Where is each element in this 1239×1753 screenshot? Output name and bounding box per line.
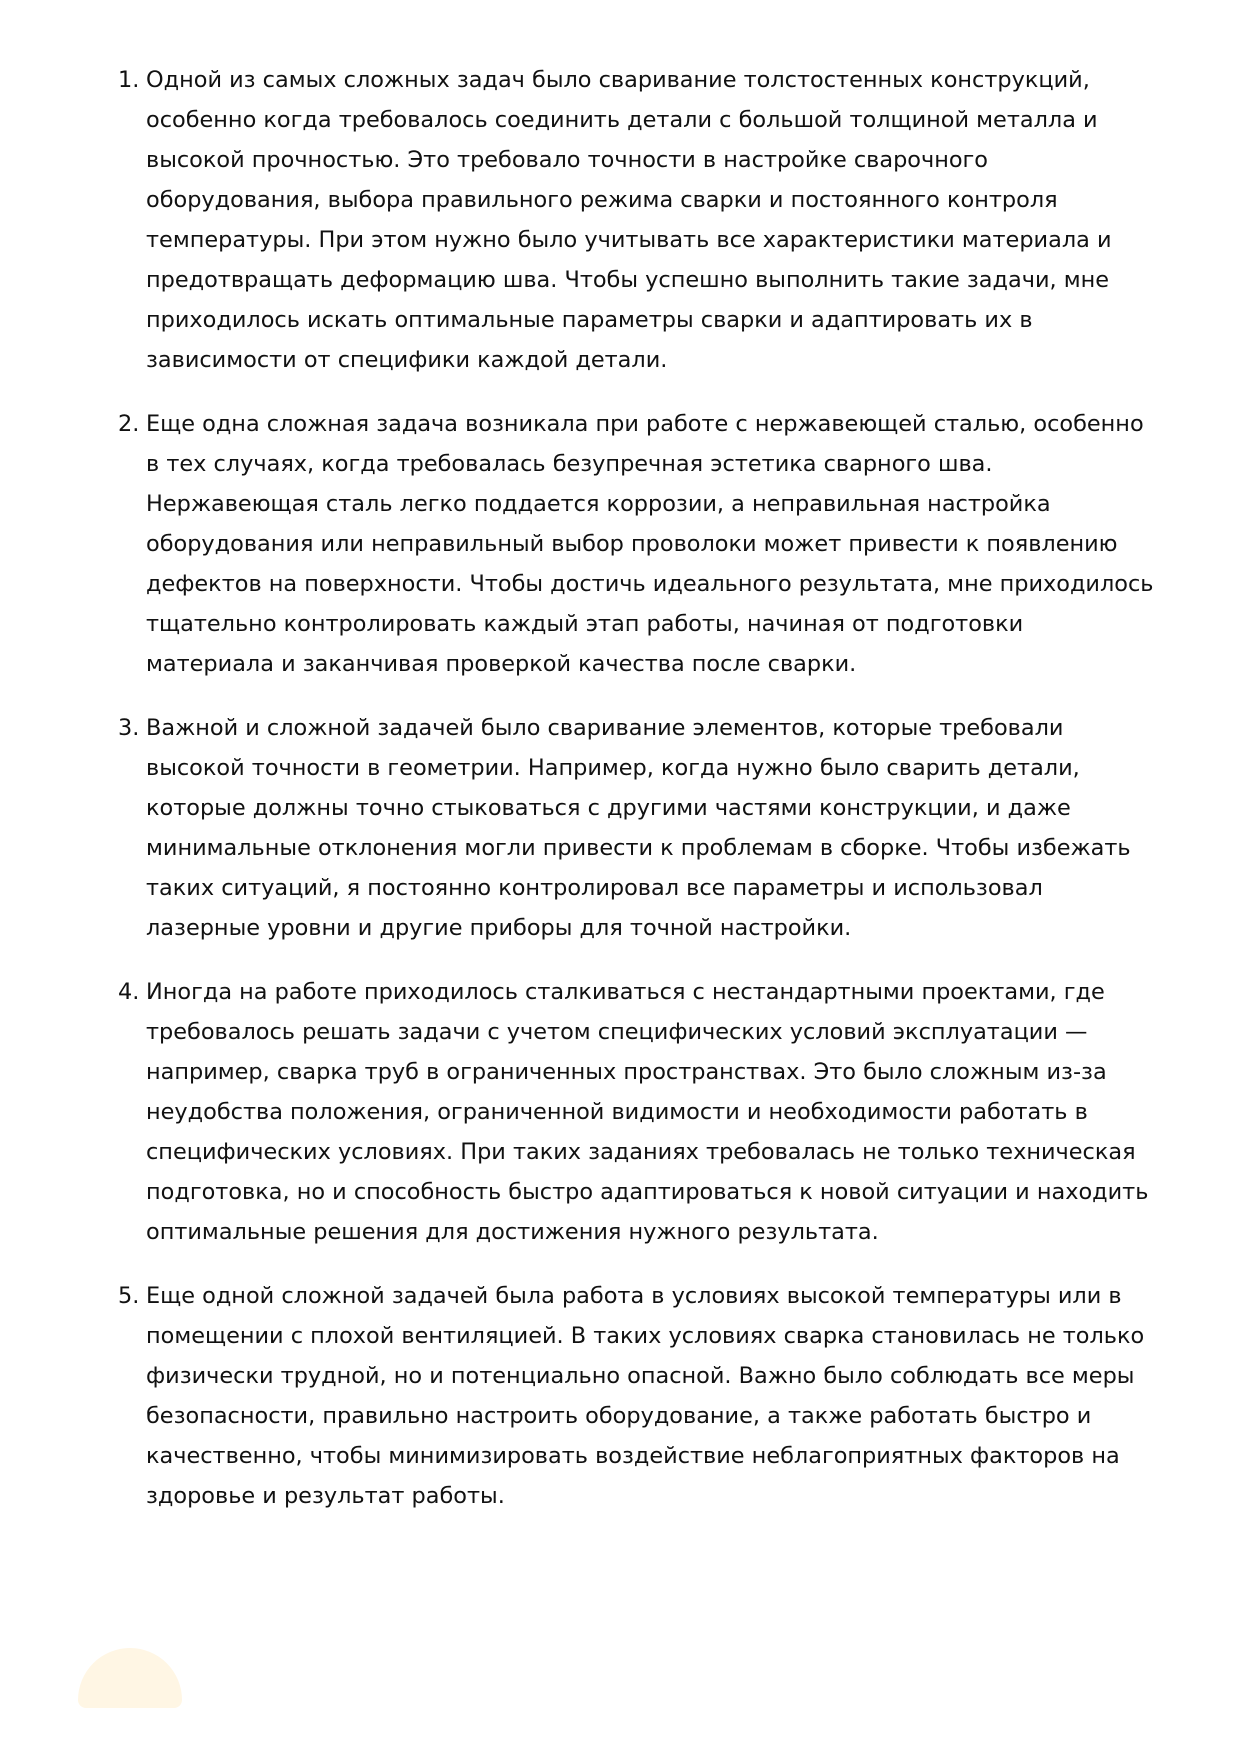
numbered-list (118, 60, 1158, 1540)
item-number: 5. (118, 1283, 140, 1309)
item-text: Одной из самых сложных задач было сваривание толстостенных конструкций, особенно когда требовалось соединить детали с большой толщиной металла и высокой прочностью. Это требовало точности в настройке сварочного оборудования, выбора правильного режима сварки и постоянного контроля температуры. При этом нужно было учитывать все характеристики материала и предотвращать деформацию шва. Чтобы успешно выполнить такие задачи, мне приходилось искать оптимальные параметры сварки и адаптировать их в зависимости от специфики каждой детали. (146, 67, 1112, 373)
item-text: Еще одна сложная задача возникала при работе с нержавеющей сталью, особенно в тех случаях, когда требовалась безупречная эстетика сварного шва. Нержавеющая сталь легко поддается коррозии, а неправильная настройка оборудования или неправильный выбор проволоки может привести к появлению дефектов на поверхности. Чтобы достичь идеального результата, мне приходилось тщательно контролировать каждый этап работы, начиная от подготовки материала и заканчивая проверкой качества после сварки. (146, 411, 1154, 677)
decorative-shape (78, 1648, 182, 1708)
item-text: Иногда на работе приходилось сталкиваться с нестандартными проектами, где требовалось решать задачи с учетом специфических условий эксплуатации — например, сварка труб в ограниченных пространствах. Это было сложным из-за неудобства положения, ограниченной видимости и необходимости работать в специфических условиях. При таких заданиях требовалась не только техническая подготовка, но и способность быстро адаптироваться к новой ситуации и находить оптимальные решения для достижения нужного результата. (146, 979, 1149, 1245)
list-item (118, 708, 1158, 948)
item-text: Важной и сложной задачей было сваривание элементов, которые требовали высокой точности в геометрии. Например, когда нужно было сварить детали, которые должны точно стыковаться с другими частями конструкции, и даже минимальные отклонения могли привести к проблемам в сборке. Чтобы избежать таких ситуаций, я постоянно контролировал все параметры и использовал лазерные уровни и другие приборы для точной настройки. (146, 715, 1131, 941)
list-item (118, 404, 1158, 684)
item-number: 3. (118, 715, 140, 741)
item-number: 4. (118, 979, 140, 1005)
list-item (118, 972, 1158, 1252)
item-text: Еще одной сложной задачей была работа в условиях высокой температуры или в помещении с плохой вентиляцией. В таких условиях сварка становилась не только физически трудной, но и потенциально опасной. Важно было соблюдать все меры безопасности, правильно настроить оборудование, а также работать быстро и качественно, чтобы минимизировать воздействие неблагоприятных факторов на здоровье и результат работы. (146, 1283, 1145, 1509)
list-item (118, 1276, 1158, 1516)
item-number: 2. (118, 411, 140, 437)
list-item (118, 60, 1158, 380)
item-number: 1. (118, 67, 140, 93)
